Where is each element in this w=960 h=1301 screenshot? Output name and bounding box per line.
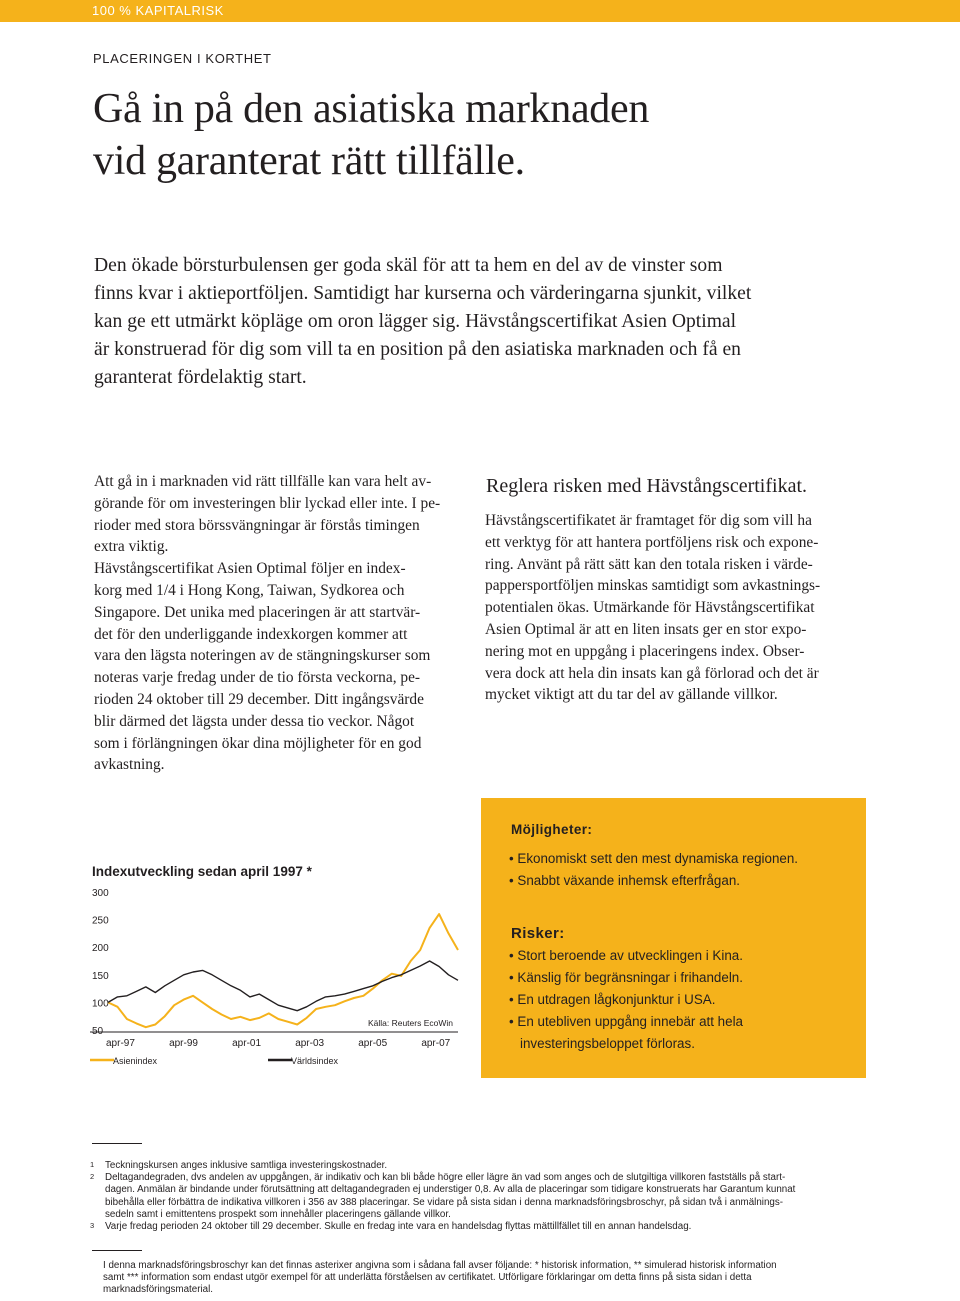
left-column-text bbox=[94, 471, 440, 776]
kicker: PLACERINGEN I KORTHET bbox=[93, 51, 272, 66]
footnote bbox=[90, 1172, 830, 1221]
body-line: Hävstångscertifikat Asien Optimal följer en index- bbox=[94, 560, 406, 578]
intro-line: Den ökade börsturbulensen ger goda skäl för att ta hem en del av de vinster som bbox=[94, 255, 723, 276]
x-tick-label: apr-99 bbox=[169, 1038, 198, 1049]
section-label: 100 % KAPITALRISK bbox=[92, 3, 224, 18]
legend-label: Världsindex bbox=[291, 1056, 339, 1066]
y-tick-label: 300 bbox=[92, 888, 109, 899]
y-tick-label: 50 bbox=[92, 1026, 104, 1037]
body-line: nering mot en uppgång i placeringens index. Obser- bbox=[485, 642, 805, 660]
y-tick-label: 100 bbox=[92, 998, 109, 1010]
risks-list bbox=[509, 945, 743, 1055]
y-tick-label: 250 bbox=[92, 915, 109, 927]
x-axis bbox=[106, 1038, 451, 1049]
body-line: mycket viktigt att du tar del av gällande villkor. bbox=[485, 686, 778, 704]
list-item: • En utebliven uppgång innebär att hela bbox=[509, 1014, 743, 1029]
body-line: Att gå in i marknaden vid rätt tillfälle kan vara helt av- bbox=[94, 473, 432, 490]
footnote-line: dagen. Anmälan är bindande under förutsättning att deltagandegraden ej understiger 0,8. Av alla de placeringar som tidigare konstruerats har Garantum kunnat bbox=[105, 1184, 796, 1196]
footnote bbox=[90, 1221, 830, 1233]
body-line: ring. Använt på rätt sätt kan den totala risken i värde- bbox=[485, 555, 813, 573]
chart-legend bbox=[90, 1056, 339, 1066]
index-chart bbox=[80, 880, 470, 1080]
list-item: investeringsbeloppet förloras. bbox=[520, 1036, 695, 1051]
body-line: avkastning. bbox=[94, 756, 165, 774]
headline-line: Gå in på den asiatiska marknaden bbox=[93, 86, 650, 132]
intro-line: är konstruerad för dig som vill ta en position på den asiatiska marknaden och få en bbox=[94, 339, 741, 360]
x-tick-label: apr-97 bbox=[106, 1038, 135, 1049]
footnotes bbox=[90, 1160, 830, 1233]
right-column-heading: Reglera risken med Hävstångscertifikat. bbox=[486, 475, 807, 497]
body-line: noteras varje fredag under de tio första veckorna, pe- bbox=[94, 669, 421, 687]
body-line: blir därmed det lägsta under dessa tio veckor. Något bbox=[94, 712, 415, 730]
chart-source: Källa: Reuters EcoWin bbox=[367, 1018, 453, 1028]
legend-label: Asienindex bbox=[113, 1056, 158, 1066]
body-line: Asien Optimal är att en liten insats ger en stor expo- bbox=[485, 620, 807, 638]
footnote-divider bbox=[92, 1143, 142, 1144]
disclaimer-divider bbox=[92, 1250, 142, 1251]
x-tick-label: apr-01 bbox=[232, 1038, 262, 1049]
footnote-number: 2 bbox=[90, 1172, 95, 1182]
footnote-line: Deltagandegraden, dvs andelen av uppgången, är indikativ och kan bli både högre eller lägre än vad som anges och de slutgiltiga villkoren fastställs på start- bbox=[105, 1172, 786, 1184]
body-line: Singapore. Det unika med placeringen är att startvär- bbox=[94, 603, 421, 621]
footnote-number: 3 bbox=[90, 1221, 95, 1231]
intro-line: kan ge ett utmärkt köpläge om oron lägger sig. Hävstångscertifikat Asien Optimal bbox=[94, 311, 737, 332]
list-item: • En utdragen lågkonjunktur i USA. bbox=[509, 992, 716, 1007]
disclaimer-line: samt *** information som endast utgör exempel för att underlätta förståelsen av certifikatet. Utförligare förklaringar om detta finns på sista sidan i detta bbox=[103, 1272, 752, 1284]
opportunities-risks-box bbox=[481, 798, 866, 1078]
body-line: ett verktyg för att hantera portföljens risk och expone- bbox=[485, 533, 819, 551]
body-line: korg med 1/4 i Hong Kong, Taiwan, Sydkorea och bbox=[94, 581, 405, 599]
body-line: Hävstångscertifikatet är framtaget för dig som vill ha bbox=[485, 512, 812, 529]
body-line: potentialen ökas. Utmärkande för Hävstångscertifikat bbox=[485, 599, 815, 617]
intro-paragraph bbox=[94, 252, 874, 392]
body-line: som i förlängningen ökar dina möjligheter för en god bbox=[94, 734, 422, 752]
list-item: • Känslig för begränsningar i frihandeln. bbox=[509, 970, 743, 985]
x-tick-label: apr-05 bbox=[358, 1038, 388, 1049]
intro-line: garanterat fördelaktig start. bbox=[94, 367, 307, 388]
footnote-line: sedeln samt i emittentens prospekt som innehåller placeringens gällande villkor. bbox=[105, 1208, 451, 1220]
footnote-line: bibehålla eller förbättra de indikativa villkoren i 356 av 388 placeringar. Se vidare på sista sidan i denna marknadsföringsbroschyr, på sidan två i anmälnings- bbox=[105, 1196, 784, 1208]
body-line: pappersportföljen minskas samtidigt som avkastnings- bbox=[485, 577, 821, 595]
body-line: görande för om investeringen blir lyckad eller inte. I pe- bbox=[94, 494, 441, 512]
footnote bbox=[90, 1160, 830, 1172]
body-line: det för den underliggande indexkorgen kommer att bbox=[94, 625, 408, 643]
plot-area bbox=[108, 914, 458, 1027]
x-tick-label: apr-03 bbox=[295, 1038, 325, 1049]
y-tick-label: 200 bbox=[92, 943, 109, 955]
section-header-bar bbox=[0, 0, 960, 22]
x-tick-label: apr-07 bbox=[421, 1038, 451, 1049]
body-line: vara den lägsta noteringen av de stängningskurser som bbox=[94, 647, 431, 665]
list-item: • Stort beroende av utvecklingen i Kina. bbox=[509, 948, 743, 963]
list-item: • Ekonomiskt sett den mest dynamiska regionen. bbox=[509, 851, 799, 866]
body-line: rioder med stora börssvängningar är förstås timingen bbox=[94, 516, 420, 534]
risks-title: Risker: bbox=[511, 925, 565, 942]
right-column-text bbox=[485, 510, 820, 706]
footnote-line: Teckningskursen anges inklusive samtliga investeringskostnader. bbox=[105, 1160, 388, 1171]
chart-title: Indexutveckling sedan april 1997 * bbox=[92, 864, 312, 879]
headline-line: vid garanterat rätt tillfälle. bbox=[93, 138, 525, 184]
list-item: • Snabbt växande inhemsk efterfrågan. bbox=[509, 873, 740, 888]
opportunities-list bbox=[509, 848, 798, 892]
disclaimer bbox=[103, 1260, 823, 1297]
disclaimer-line: marknadsföringsmaterial. bbox=[103, 1284, 213, 1296]
y-tick-label: 150 bbox=[92, 970, 109, 982]
body-line: rioden 24 oktober till 29 december. Ditt ingångsvärde bbox=[94, 690, 424, 708]
disclaimer-line: I denna marknadsföringsbroschyr kan det finnas asterixer angivna som i sådana fall avser följande: * historisk information, ** simulerad historisk information bbox=[103, 1260, 777, 1271]
intro-line: finns kvar i aktieportföljen. Samtidigt har kurserna och värderingarna sjunkit, vilket bbox=[94, 283, 752, 304]
opportunities-title: Möjligheter: bbox=[511, 822, 593, 837]
headline bbox=[93, 83, 913, 187]
body-line: extra viktig. bbox=[94, 538, 169, 556]
footnote-number: 1 bbox=[90, 1160, 95, 1169]
body-line: vera dock att hela din insats kan gå förlorad och det är bbox=[485, 664, 819, 682]
y-axis bbox=[92, 888, 109, 1037]
series-line-asienindex bbox=[108, 914, 458, 1027]
footnote-line: Varje fredag perioden 24 oktober till 29 december. Skulle en fredag inte vara en handelsdag flyttas mättillfället till en annan handelsdag. bbox=[105, 1221, 692, 1233]
